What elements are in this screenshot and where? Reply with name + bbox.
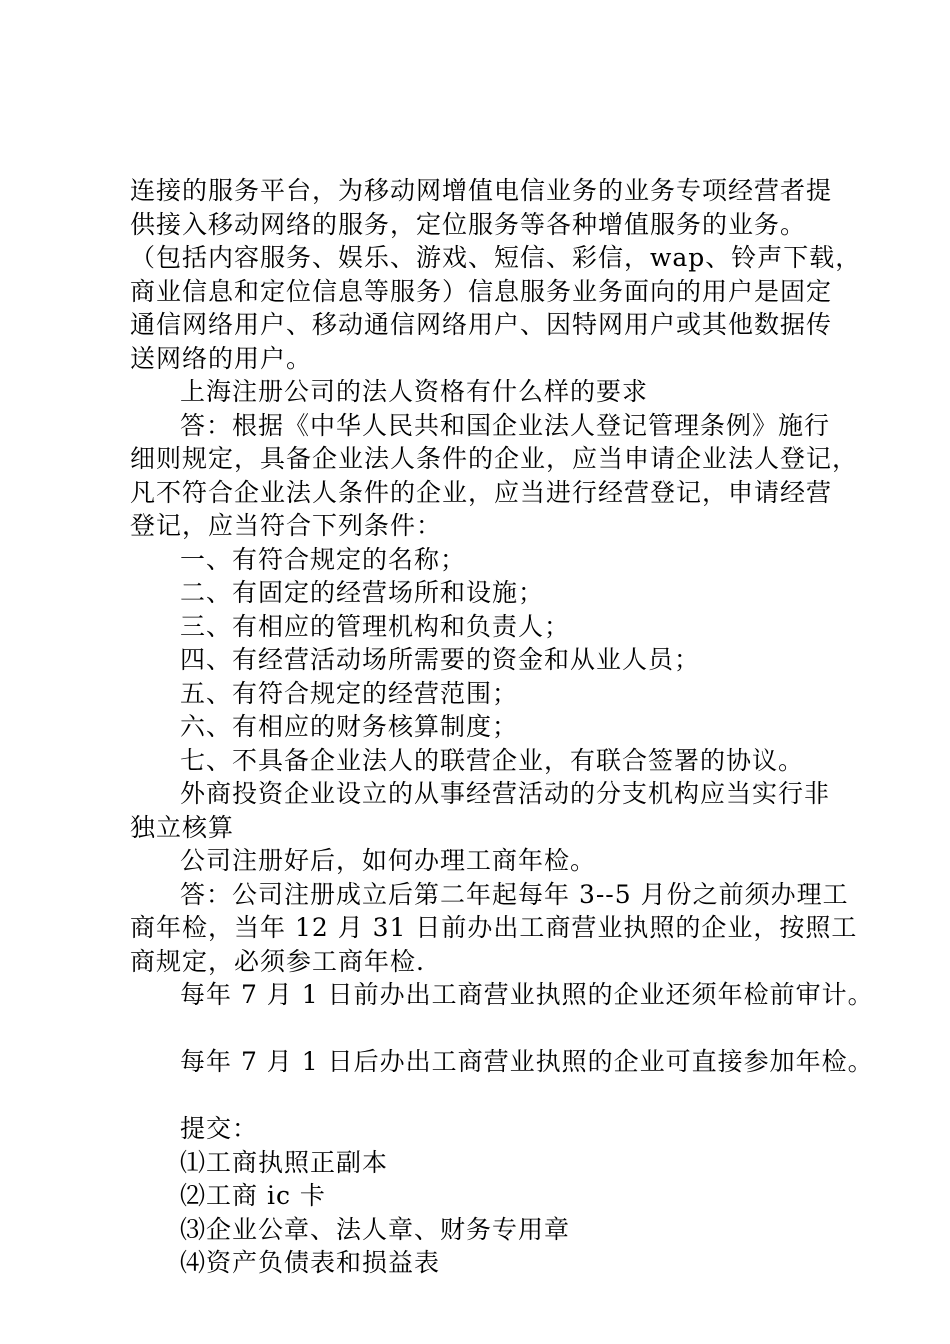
list-item: 二、有固定的经营场所和设施； xyxy=(180,578,545,607)
list-item: 六、有相应的财务核算制度； xyxy=(180,712,519,741)
paragraph-line: 外商投资企业设立的从事经营活动的分支机构应当实行非 xyxy=(180,779,831,808)
paragraph-line: 供接入移动网络的服务，定位服务等各种增值服务的业务。 xyxy=(130,209,807,239)
list-item: 一、有符合规定的名称； xyxy=(180,544,467,574)
paragraph-line: 商年检，当年 12 月 31 日前办出工商营业执照的企业，按照工 xyxy=(130,913,858,942)
paragraph-line: 每年 7 月 1 日后办出工商营业执照的企业可直接参加年检。 xyxy=(180,1047,874,1076)
paragraph-line: 每年 7 月 1 日前办出工商营业执照的企业还须年检前审计。 xyxy=(180,980,874,1009)
list-item: ⑷资产负债表和损益表 xyxy=(180,1248,441,1277)
paragraph-line: 答：根据《中华人民共和国企业法人登记管理条例》施行 xyxy=(180,410,831,440)
list-item: 七、不具备企业法人的联营企业，有联合签署的协议。 xyxy=(180,745,805,775)
list-item: 五、有符合规定的经营范围； xyxy=(180,678,519,708)
paragraph-line: 独立核算 xyxy=(130,812,235,842)
paragraph-line: 登记，应当符合下列条件： xyxy=(130,511,443,540)
paragraph-line: 答：公司注册成立后第二年起每年 3--5 月份之前须办理工 xyxy=(180,879,849,909)
paragraph-line: 送网络的用户。 xyxy=(130,343,313,373)
paragraph-line: （包括内容服务、娱乐、游戏、短信、彩信，wap、铃声下载， xyxy=(130,243,862,272)
paragraph-line: 通信网络用户、移动通信网络用户、因特网用户或其他数据传 xyxy=(130,310,833,339)
section-heading: 上海注册公司的法人资格有什么样的要求 xyxy=(180,377,649,406)
document-body xyxy=(130,174,874,1280)
paragraph-line: 商规定，必须参工商年检. xyxy=(130,946,425,976)
list-item: 三、有相应的管理机构和负责人； xyxy=(180,611,571,641)
paragraph-line: 细则规定，具备企业法人条件的企业，应当申请企业法人登记， xyxy=(130,444,859,473)
list-item: ⑵工商 ic 卡 xyxy=(180,1181,326,1210)
blank-line xyxy=(130,1079,830,1113)
list-item: ⑶企业公章、法人章、财务专用章 xyxy=(180,1214,571,1244)
list-item: 四、有经营活动场所需要的资金和从业人员； xyxy=(180,645,701,674)
paragraph-line: 凡不符合企业法人条件的企业，应当进行经营登记，申请经营 xyxy=(130,477,833,507)
list-item: ⑴工商执照正副本 xyxy=(180,1147,389,1177)
section-heading: 公司注册好后，如何办理工商年检。 xyxy=(180,846,597,875)
list-heading: 提交： xyxy=(180,1114,259,1143)
paragraph-line: 商业信息和定位信息等服务）信息服务业务面向的用户是固定 xyxy=(130,276,833,306)
paragraph-line: 连接的服务平台，为移动网增值电信业务的业务专项经营者提 xyxy=(130,176,833,205)
blank-line xyxy=(130,1012,830,1046)
